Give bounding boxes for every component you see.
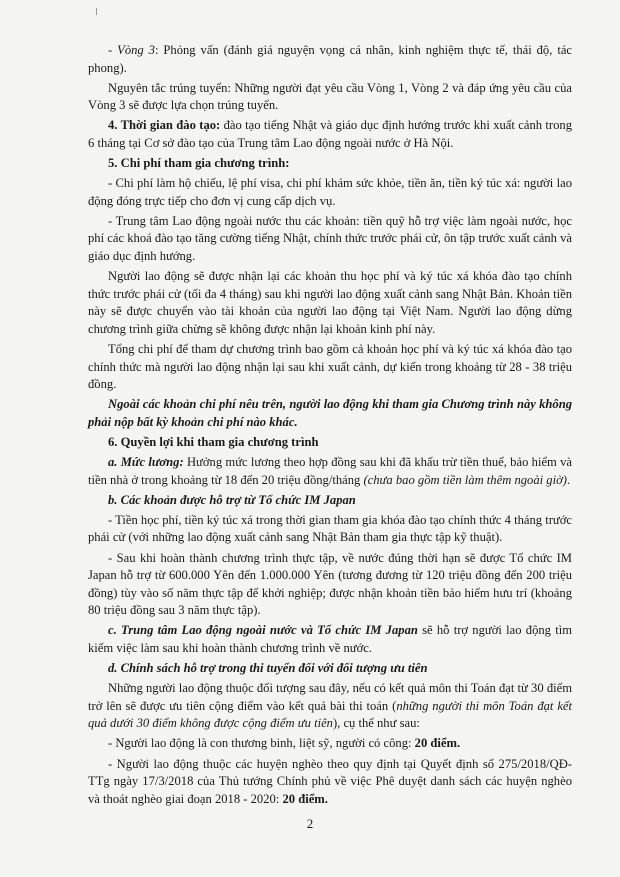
job-support-text: sẽ hỗ trợ người lao động tìm kiếm việc làm sau khi hoàn thành chương trình về nước.	[88, 623, 573, 655]
training-time-text: đào tạo tiếng Nhật và giáo dục định hướng trước khi xuất cảnh trong 6 tháng tại Cơ sở đào tạo của Trung tâm Lao động ngoài nước ở Hà Nội.	[88, 118, 572, 150]
round-3-paragraph	[88, 42, 572, 77]
priority-item-2-text: - Người lao động thuộc các huyện nghèo theo quy định tại Quyết định số 275/2018/QĐ-TTg ngày 17/3/2018 của Thủ tướng Chính phủ về việc Phê duyệt danh sách các huyện nghèo và thoát nghèo giai đoạn 2018 - 2020:	[88, 756, 572, 806]
cost-paragraph-3: Người lao động sẽ được nhận lại các khoản thu học phí và ký túc xá khóa đào tạo chính thức trước phái cử (tối đa 4 tháng) sau khi người lao động xuất cảnh sang Nhật Bản. Khoản tiền này sẽ được chuyển vào tài khoản của người lao động tại Việt Nam. Người lao động dừng chương trình giữa chừng sẽ không được nhận lại khoản kinh phí này.	[88, 269, 572, 336]
priority-item-2-points: 20 điểm.	[282, 791, 328, 806]
round-3-text: : Phỏng vấn (đánh giá nguyện vọng cá nhân, kinh nghiệm thực tế, thái độ, tác phong).	[88, 43, 573, 75]
salary-paragraph	[88, 454, 572, 489]
cost-paragraph-4: Tổng chi phí để tham dự chương trình bao gồm cả khoản học phí và ký túc xá khóa đào tạo chính thức mà người lao động nhận lại sau khi xuất cảnh, dự kiến trong khoảng từ 28 - 38 triệu đồng.	[88, 342, 572, 392]
priority-end: ), cụ thể như sau:	[332, 716, 420, 731]
support-paragraph-1: - Tiền học phí, tiền ký túc xá trong thời gian tham gia khóa đào tạo chính thức 4 tháng trước phái cử (với những lao động xuất cảnh sang Nhật Bản tham gia thực tập kỹ thuật).	[88, 512, 572, 545]
salary-note: (chưa bao gồm tiền làm thêm ngoài giờ)	[363, 472, 567, 487]
round-3-label: - Vòng 3	[108, 43, 155, 57]
training-time-heading: 4. Thời gian đào tạo:	[108, 118, 221, 133]
priority-item-1-points: 20 điểm.	[414, 736, 461, 751]
salary-text: Hưởng mức lương theo hợp đồng sau khi đã khấu trừ tiền thuế, bảo hiểm và tiền nhà ở trong khoảng từ 18 đến 20 triệu đồng/tháng	[88, 455, 573, 487]
page-number: 2	[306, 816, 314, 831]
priority-item-1-text: - Người lao động là con thương binh, liệt sỹ, người có công:	[108, 736, 415, 751]
support-paragraph-2: - Sau khi hoàn thành chương trình thực tập, về nước đúng thời hạn sẽ được Tổ chức IM Japan hỗ trợ từ 600.000 Yên đến 1.000.000 Yên (tương đương từ 120 triệu đồng đến 200 triệu đồng) tùy vào số năm thực tập để khởi nghiệp; được nhận khoản tiền bảo hiểm hưu trí (khoảng 80 triệu đồng sau 3 năm thực tập).	[88, 550, 572, 618]
cost-note: Ngoài các khoản chi phí nêu trên, người lao động khi tham gia Chương trình này không phải nộp bất kỳ khoản chi phí nào khác.	[88, 397, 572, 429]
section-5-heading: 5. Chi phí tham gia chương trình:	[108, 156, 290, 171]
priority-heading-d: d. Chính sách hỗ trợ trong thi tuyển đối với đối tượng ưu tiên	[108, 661, 428, 676]
priority-paragraph	[88, 680, 572, 733]
admission-principle: Nguyên tắc trúng tuyển: Những người đạt yêu cầu Vòng 1, Vòng 2 và đáp ứng yêu cầu của Vòng 3 sẽ được lựa chọn trúng tuyển.	[88, 80, 572, 113]
job-support-paragraph	[88, 622, 572, 657]
priority-item-1	[88, 735, 572, 753]
salary-end: .	[567, 472, 571, 487]
salary-heading: a. Mức lương:	[108, 455, 184, 470]
section-6-heading: 6. Quyền lợi khi tham gia chương trình	[108, 434, 319, 449]
document-body	[88, 42, 572, 811]
priority-item-2	[88, 756, 572, 809]
priority-text: Những người lao động thuộc đối tượng sau đây, nếu có kết quả môn thi Toán đạt từ 30 điểm trở lên sẽ được ưu tiên cộng điểm vào kết quả bài thi toán (	[88, 681, 572, 713]
cost-paragraph-1: - Chi phí làm hộ chiếu, lệ phí visa, chi phí khám sức khỏe, tiền ăn, tiền ký túc xá: người lao động đóng trực tiếp cho đơn vị cung cấp dịch vụ.	[88, 176, 572, 208]
job-support-heading: c. Trung tâm Lao động ngoài nước và Tổ chức IM Japan	[108, 623, 418, 638]
scan-mark	[96, 8, 97, 15]
support-heading-b: b. Các khoản được hỗ trợ từ Tổ chức IM Japan	[108, 492, 356, 507]
training-time-paragraph	[88, 117, 572, 152]
priority-note: những người thi môn Toán đạt kết quả dưới 30 điểm không được cộng điểm ưu tiên	[88, 698, 572, 731]
cost-paragraph-2: - Trung tâm Lao động ngoài nước thu các khoản: tiền quỹ hỗ trợ việc làm ngoài nước, học phí các khoá đào tạo tăng cường tiếng Nhật, chính thức trước phái cử, ôn tập trước xuất cảnh và giáo dục định hướng.	[88, 213, 572, 264]
